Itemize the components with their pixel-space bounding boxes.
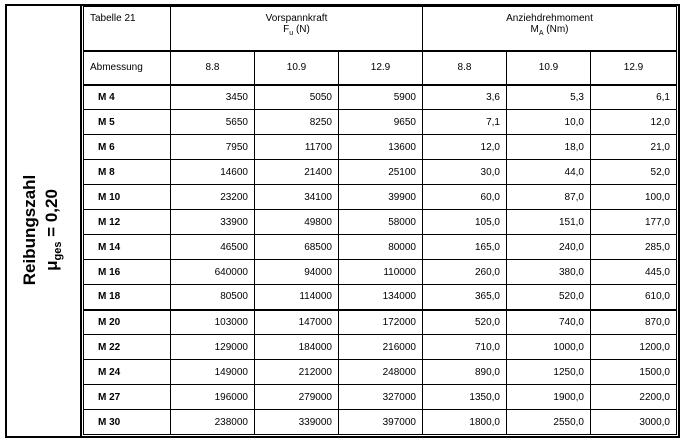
- value-cell: 147000: [255, 310, 339, 335]
- value-cell: 520,0: [507, 285, 591, 310]
- size-cell: M 10: [84, 185, 171, 210]
- value-cell: 134000: [339, 285, 423, 310]
- value-cell: 44,0: [507, 160, 591, 185]
- value-cell: 149000: [171, 360, 255, 385]
- value-cell: 285,0: [591, 235, 677, 260]
- value-cell: 10,0: [507, 110, 591, 135]
- value-cell: 740,0: [507, 310, 591, 335]
- value-cell: 445,0: [591, 260, 677, 285]
- preload-unit: $F_u$ (N): [283, 24, 310, 37]
- value-cell: 5900: [339, 85, 423, 110]
- value-cell: 1200,0: [591, 335, 677, 360]
- value-cell: 9650: [339, 110, 423, 135]
- value-cell: 2200,0: [591, 385, 677, 410]
- size-cell: M 18: [84, 285, 171, 310]
- value-cell: 610,0: [591, 285, 677, 310]
- value-cell: 5650: [171, 110, 255, 135]
- value-cell: 14600: [171, 160, 255, 185]
- value-cell: 3450: [171, 85, 255, 110]
- value-cell: 1250,0: [507, 360, 591, 385]
- table-row: [84, 260, 677, 285]
- size-cell: M 6: [84, 135, 171, 160]
- value-cell: 520,0: [423, 310, 507, 335]
- value-cell: 68500: [255, 235, 339, 260]
- grade-header: 8.8: [171, 51, 255, 85]
- torque-unit: $M_A$ (Nm): [530, 24, 569, 37]
- value-cell: 5050: [255, 85, 339, 110]
- value-cell: 12,0: [423, 135, 507, 160]
- value-cell: 279000: [255, 385, 339, 410]
- size-cell: M 5: [84, 110, 171, 135]
- mu-subscript: ges: [52, 241, 65, 261]
- friction-value: [41, 175, 69, 286]
- value-cell: 2550,0: [507, 410, 591, 435]
- value-cell: 49800: [255, 210, 339, 235]
- preload-title: Vorspannkraft: [265, 13, 328, 24]
- table-row: [84, 235, 677, 260]
- value-cell: 1500,0: [591, 360, 677, 385]
- value-cell: 640000: [171, 260, 255, 285]
- value-cell: 8250: [255, 110, 339, 135]
- value-cell: 710,0: [423, 335, 507, 360]
- preload-header: [171, 7, 423, 51]
- size-cell: M 30: [84, 410, 171, 435]
- friction-title: Reibungszahl: [19, 174, 39, 286]
- value-cell: 58000: [339, 210, 423, 235]
- value-cell: 7,1: [423, 110, 507, 135]
- size-cell: M 20: [84, 310, 171, 335]
- value-cell: 212000: [255, 360, 339, 385]
- table-number: Tabelle 21: [84, 7, 171, 51]
- value-cell: 1900,0: [507, 385, 591, 410]
- value-cell: 196000: [171, 385, 255, 410]
- value-cell: 33900: [171, 210, 255, 235]
- header-row-grades: [84, 51, 677, 85]
- table-row: [84, 135, 677, 160]
- value-cell: 80000: [339, 235, 423, 260]
- table-row: [84, 410, 677, 435]
- bolt-table: [83, 6, 677, 435]
- friction-number: = 0,20: [41, 189, 61, 237]
- value-cell: 103000: [171, 310, 255, 335]
- value-cell: 94000: [255, 260, 339, 285]
- value-cell: 12,0: [591, 110, 677, 135]
- table-row: [84, 360, 677, 385]
- value-cell: 172000: [339, 310, 423, 335]
- value-cell: 380,0: [507, 260, 591, 285]
- grade-header: 10.9: [507, 51, 591, 85]
- torque-header: [423, 7, 677, 51]
- table-row: [84, 310, 677, 335]
- value-cell: 3,6: [423, 85, 507, 110]
- size-cell: M 16: [84, 260, 171, 285]
- value-cell: 46500: [171, 235, 255, 260]
- value-cell: 165,0: [423, 235, 507, 260]
- value-cell: 248000: [339, 360, 423, 385]
- value-cell: 6,1: [591, 85, 677, 110]
- value-cell: 1350,0: [423, 385, 507, 410]
- value-cell: 13600: [339, 135, 423, 160]
- friction-label: [19, 175, 69, 286]
- size-cell: M 22: [84, 335, 171, 360]
- value-cell: 184000: [255, 335, 339, 360]
- table-row: [84, 285, 677, 310]
- mu-symbol: μ: [41, 260, 61, 271]
- torque-title: Anziehdrehmoment: [506, 13, 593, 24]
- value-cell: 39900: [339, 185, 423, 210]
- value-cell: 21,0: [591, 135, 677, 160]
- table-row: [84, 110, 677, 135]
- size-cell: M 14: [84, 235, 171, 260]
- table-row: [84, 335, 677, 360]
- table-row: [84, 185, 677, 210]
- table-row: [84, 85, 677, 110]
- value-cell: 114000: [255, 285, 339, 310]
- value-cell: 260,0: [423, 260, 507, 285]
- value-cell: 151,0: [507, 210, 591, 235]
- value-cell: 327000: [339, 385, 423, 410]
- value-cell: 1000,0: [507, 335, 591, 360]
- value-cell: 216000: [339, 335, 423, 360]
- grade-header: 8.8: [423, 51, 507, 85]
- grade-header: 12.9: [339, 51, 423, 85]
- value-cell: 870,0: [591, 310, 677, 335]
- value-cell: 177,0: [591, 210, 677, 235]
- size-cell: M 12: [84, 210, 171, 235]
- value-cell: 25100: [339, 160, 423, 185]
- value-cell: 11700: [255, 135, 339, 160]
- size-cell: M 4: [84, 85, 171, 110]
- value-cell: 129000: [171, 335, 255, 360]
- value-cell: 18,0: [507, 135, 591, 160]
- value-cell: 87,0: [507, 185, 591, 210]
- size-header: Abmessung: [84, 51, 171, 85]
- value-cell: 397000: [339, 410, 423, 435]
- value-cell: 7950: [171, 135, 255, 160]
- value-cell: 110000: [339, 260, 423, 285]
- value-cell: 34100: [255, 185, 339, 210]
- value-cell: 240,0: [507, 235, 591, 260]
- value-cell: 23200: [171, 185, 255, 210]
- value-cell: 80500: [171, 285, 255, 310]
- header-row-groups: [84, 7, 677, 51]
- value-cell: 21400: [255, 160, 339, 185]
- grade-header: 12.9: [591, 51, 677, 85]
- value-cell: 100,0: [591, 185, 677, 210]
- value-cell: 3000,0: [591, 410, 677, 435]
- side-panel: [7, 6, 82, 436]
- value-cell: 105,0: [423, 210, 507, 235]
- value-cell: 890,0: [423, 360, 507, 385]
- value-cell: 339000: [255, 410, 339, 435]
- size-cell: M 24: [84, 360, 171, 385]
- table-row: [84, 160, 677, 185]
- value-cell: 365,0: [423, 285, 507, 310]
- table-row: [84, 210, 677, 235]
- size-cell: M 8: [84, 160, 171, 185]
- value-cell: 30,0: [423, 160, 507, 185]
- value-cell: 5,3: [507, 85, 591, 110]
- value-cell: 60,0: [423, 185, 507, 210]
- value-cell: 1800,0: [423, 410, 507, 435]
- size-cell: M 27: [84, 385, 171, 410]
- value-cell: 52,0: [591, 160, 677, 185]
- value-cell: 238000: [171, 410, 255, 435]
- grade-header: 10.9: [255, 51, 339, 85]
- table-row: [84, 385, 677, 410]
